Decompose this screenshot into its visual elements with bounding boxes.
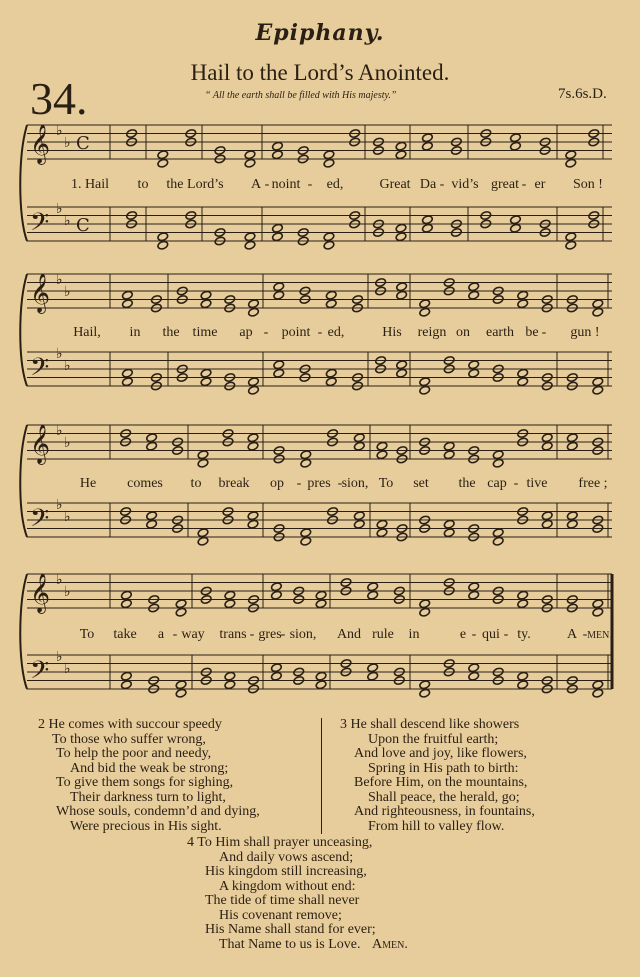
note-head [175, 599, 187, 609]
note-head [271, 663, 283, 673]
note-head [157, 240, 169, 250]
note-head [566, 441, 578, 451]
key-signature: ♭ [56, 346, 63, 362]
note-head [468, 663, 480, 673]
note-head [492, 536, 504, 546]
time-signature: C [76, 215, 90, 236]
hymn-title: Hail to the Lord’s Anointed. [190, 60, 450, 85]
system-brace [20, 274, 27, 386]
treble-clef: 𝄞 [30, 573, 51, 613]
verse-line: And daily vows ascend; [219, 849, 354, 865]
note-head [592, 385, 604, 395]
note-head [325, 368, 337, 378]
note-head [244, 240, 256, 250]
key-signature: ♭ [64, 284, 71, 300]
note-head [122, 290, 134, 300]
note-head [592, 599, 604, 609]
note-head [157, 158, 169, 168]
note-head [146, 433, 158, 443]
note-head [200, 368, 212, 378]
note-head [565, 232, 577, 242]
system-brace [20, 425, 27, 537]
note-head [419, 688, 431, 698]
verse-line: To help the poor and needy, [56, 746, 212, 761]
note-head [395, 232, 407, 242]
note-head [468, 290, 480, 300]
verse-line: His covenant remove; [219, 907, 342, 923]
system-brace [20, 125, 27, 241]
note-head [273, 282, 285, 292]
verse-line: 2 He comes with succour speedy [38, 717, 222, 732]
note-head [468, 582, 480, 592]
bass-clef: 𝄢 [30, 656, 50, 691]
note-head [422, 215, 434, 225]
note-head [468, 590, 480, 600]
note-head [323, 232, 335, 242]
note-head [565, 240, 577, 250]
note-head [592, 607, 604, 617]
treble-clef: 𝄞 [30, 273, 51, 313]
note-head [323, 158, 335, 168]
verse-line: The tide of time shall never [205, 893, 360, 908]
note-head [273, 368, 285, 378]
note-head [419, 377, 431, 387]
note-head [121, 590, 133, 600]
note-head [443, 519, 455, 529]
treble-clef: 𝄞 [30, 424, 51, 464]
note-head [419, 607, 431, 617]
note-head [247, 441, 259, 451]
note-head [367, 671, 379, 681]
note-head [248, 307, 260, 317]
note-head [300, 450, 312, 460]
verse-line: Their darkness turn to light, [70, 789, 226, 805]
note-head [422, 141, 434, 151]
note-head [419, 680, 431, 690]
note-head [422, 223, 434, 233]
note-head [353, 511, 365, 521]
system-brace [20, 574, 27, 689]
note-head [197, 458, 209, 468]
note-head [492, 450, 504, 460]
note-head [396, 360, 408, 370]
note-head [443, 441, 455, 451]
verse-line: And bid the weak be strong; [70, 760, 229, 776]
note-head [247, 433, 259, 443]
key-signature: ♭ [64, 509, 71, 525]
note-head [271, 590, 283, 600]
note-head [157, 232, 169, 242]
note-head [300, 536, 312, 546]
note-head [468, 360, 480, 370]
verse-line: His kingdom still increasing, [205, 864, 367, 879]
note-head [565, 150, 577, 160]
note-head [396, 290, 408, 300]
note-head [422, 133, 434, 143]
bass-clef: 𝄢 [30, 208, 50, 243]
key-signature: ♭ [56, 649, 63, 665]
note-head [325, 290, 337, 300]
note-head [224, 671, 236, 681]
note-head [541, 441, 553, 451]
note-head [272, 232, 284, 242]
note-head [367, 590, 379, 600]
note-head [247, 511, 259, 521]
verse-line: Were precious in His sight. [70, 818, 222, 834]
key-signature: ♭ [56, 123, 63, 139]
note-head [468, 282, 480, 292]
note-head [419, 307, 431, 317]
key-signature: ♭ [64, 358, 71, 374]
note-head [376, 519, 388, 529]
note-head [566, 433, 578, 443]
note-head [300, 528, 312, 538]
verse-line: Upon the fruitful earth; [368, 731, 499, 747]
note-head [396, 282, 408, 292]
key-signature: ♭ [64, 435, 71, 451]
note-head [175, 607, 187, 617]
verse-line: Before Him, on the mountains, [354, 775, 528, 790]
key-signature: ♭ [56, 201, 63, 217]
note-head [224, 680, 236, 690]
note-head [541, 511, 553, 521]
note-head [315, 599, 327, 609]
note-head [592, 377, 604, 387]
amen-label: Amen. [372, 936, 408, 952]
key-signature: ♭ [64, 213, 71, 229]
note-head [244, 158, 256, 168]
note-head [122, 368, 134, 378]
note-head [272, 150, 284, 160]
verse-line: To give them songs for sighing, [56, 775, 234, 790]
note-head [323, 240, 335, 250]
note-head [419, 385, 431, 395]
note-head [247, 519, 259, 529]
note-head [315, 671, 327, 681]
note-head [248, 377, 260, 387]
note-head [315, 680, 327, 690]
note-head [468, 671, 480, 681]
note-head [395, 141, 407, 151]
note-head [517, 377, 529, 387]
note-head [122, 377, 134, 387]
note-head [419, 599, 431, 609]
note-head [395, 150, 407, 160]
note-head [175, 680, 187, 690]
note-head [565, 158, 577, 168]
treble-clef: 𝄞 [30, 124, 51, 164]
note-head [541, 433, 553, 443]
note-head [272, 141, 284, 151]
verse-line: Spring in His path to birth: [368, 760, 519, 776]
note-head [273, 290, 285, 300]
note-head [146, 519, 158, 529]
key-signature: ♭ [56, 423, 63, 439]
verse-line: His Name shall stand for ever; [205, 922, 376, 937]
verse-line: Shall peace, the herald, go; [368, 789, 520, 805]
note-head [566, 511, 578, 521]
note-head [376, 450, 388, 460]
verse-3 [340, 718, 535, 834]
verse-2 [38, 718, 260, 834]
note-head [121, 671, 133, 681]
note-head [300, 458, 312, 468]
note-head [443, 528, 455, 538]
verse-line: 3 He shall descend like showers [340, 717, 520, 732]
hymn-number: 34. [30, 73, 88, 124]
note-head [517, 599, 529, 609]
note-head [197, 528, 209, 538]
note-head [468, 368, 480, 378]
note-head [517, 290, 529, 300]
note-head [376, 441, 388, 451]
note-head [510, 223, 522, 233]
note-head [244, 150, 256, 160]
note-head [315, 590, 327, 600]
note-head [121, 680, 133, 690]
note-head [376, 528, 388, 538]
note-head [517, 590, 529, 600]
verse-line: Whose souls, condemn’d and dying, [56, 804, 260, 819]
note-head [510, 215, 522, 225]
note-head [122, 299, 134, 309]
note-head [510, 141, 522, 151]
note-head [592, 299, 604, 309]
note-head [443, 450, 455, 460]
note-head [323, 150, 335, 160]
meter-label: 7s.6s.D. [558, 86, 607, 102]
verse-line: From hill to valley flow. [368, 818, 505, 834]
note-head [517, 299, 529, 309]
note-head [325, 299, 337, 309]
note-head [271, 671, 283, 681]
note-head [517, 671, 529, 681]
note-head [353, 441, 365, 451]
verse-line: To those who suffer wrong, [52, 731, 206, 747]
note-head [271, 582, 283, 592]
note-head [146, 441, 158, 451]
verse-line: And righteousness, in fountains, [354, 804, 535, 819]
verse-line: And love and joy, like flowers, [354, 746, 527, 761]
note-head [248, 385, 260, 395]
note-head [395, 223, 407, 233]
key-signature: ♭ [56, 572, 63, 588]
bass-clef: 𝄢 [30, 353, 50, 388]
note-head [510, 133, 522, 143]
note-head [325, 377, 337, 387]
note-head [396, 368, 408, 378]
note-head [224, 599, 236, 609]
verse-last-line: That Name to us is Love. [219, 936, 361, 952]
note-head [353, 433, 365, 443]
note-head [273, 360, 285, 370]
section-heading: Epiphany. [255, 20, 385, 46]
note-head [272, 223, 284, 233]
note-head [541, 519, 553, 529]
note-head [517, 368, 529, 378]
note-head [367, 582, 379, 592]
verse-line: 4 To Him shall prayer unceasing, [187, 835, 373, 850]
note-head [517, 680, 529, 690]
epigraph: “ All the earth shall be filled with His majesty.” [205, 90, 397, 101]
note-head [197, 450, 209, 460]
time-signature: C [76, 133, 90, 154]
note-head [566, 519, 578, 529]
note-head [248, 299, 260, 309]
note-head [419, 299, 431, 309]
note-head [492, 458, 504, 468]
verse-4 [187, 836, 408, 952]
verse-line [187, 938, 408, 953]
note-head [200, 290, 212, 300]
bass-clef: 𝄢 [30, 504, 50, 539]
note-head [157, 150, 169, 160]
note-head [175, 688, 187, 698]
note-head [367, 663, 379, 673]
note-head [353, 519, 365, 529]
verse-divider [321, 718, 322, 834]
note-head [592, 680, 604, 690]
note-head [492, 528, 504, 538]
note-head [200, 299, 212, 309]
note-head [146, 511, 158, 521]
key-signature: ♭ [64, 661, 71, 677]
note-head [244, 232, 256, 242]
verse-line: A kingdom without end: [219, 878, 356, 894]
key-signature: ♭ [64, 584, 71, 600]
note-head [121, 599, 133, 609]
note-head [197, 536, 209, 546]
note-head [200, 377, 212, 387]
key-signature: ♭ [56, 272, 63, 288]
note-head [592, 307, 604, 317]
note-head [224, 590, 236, 600]
key-signature: ♭ [56, 497, 63, 513]
key-signature: ♭ [64, 135, 71, 151]
note-head [592, 688, 604, 698]
